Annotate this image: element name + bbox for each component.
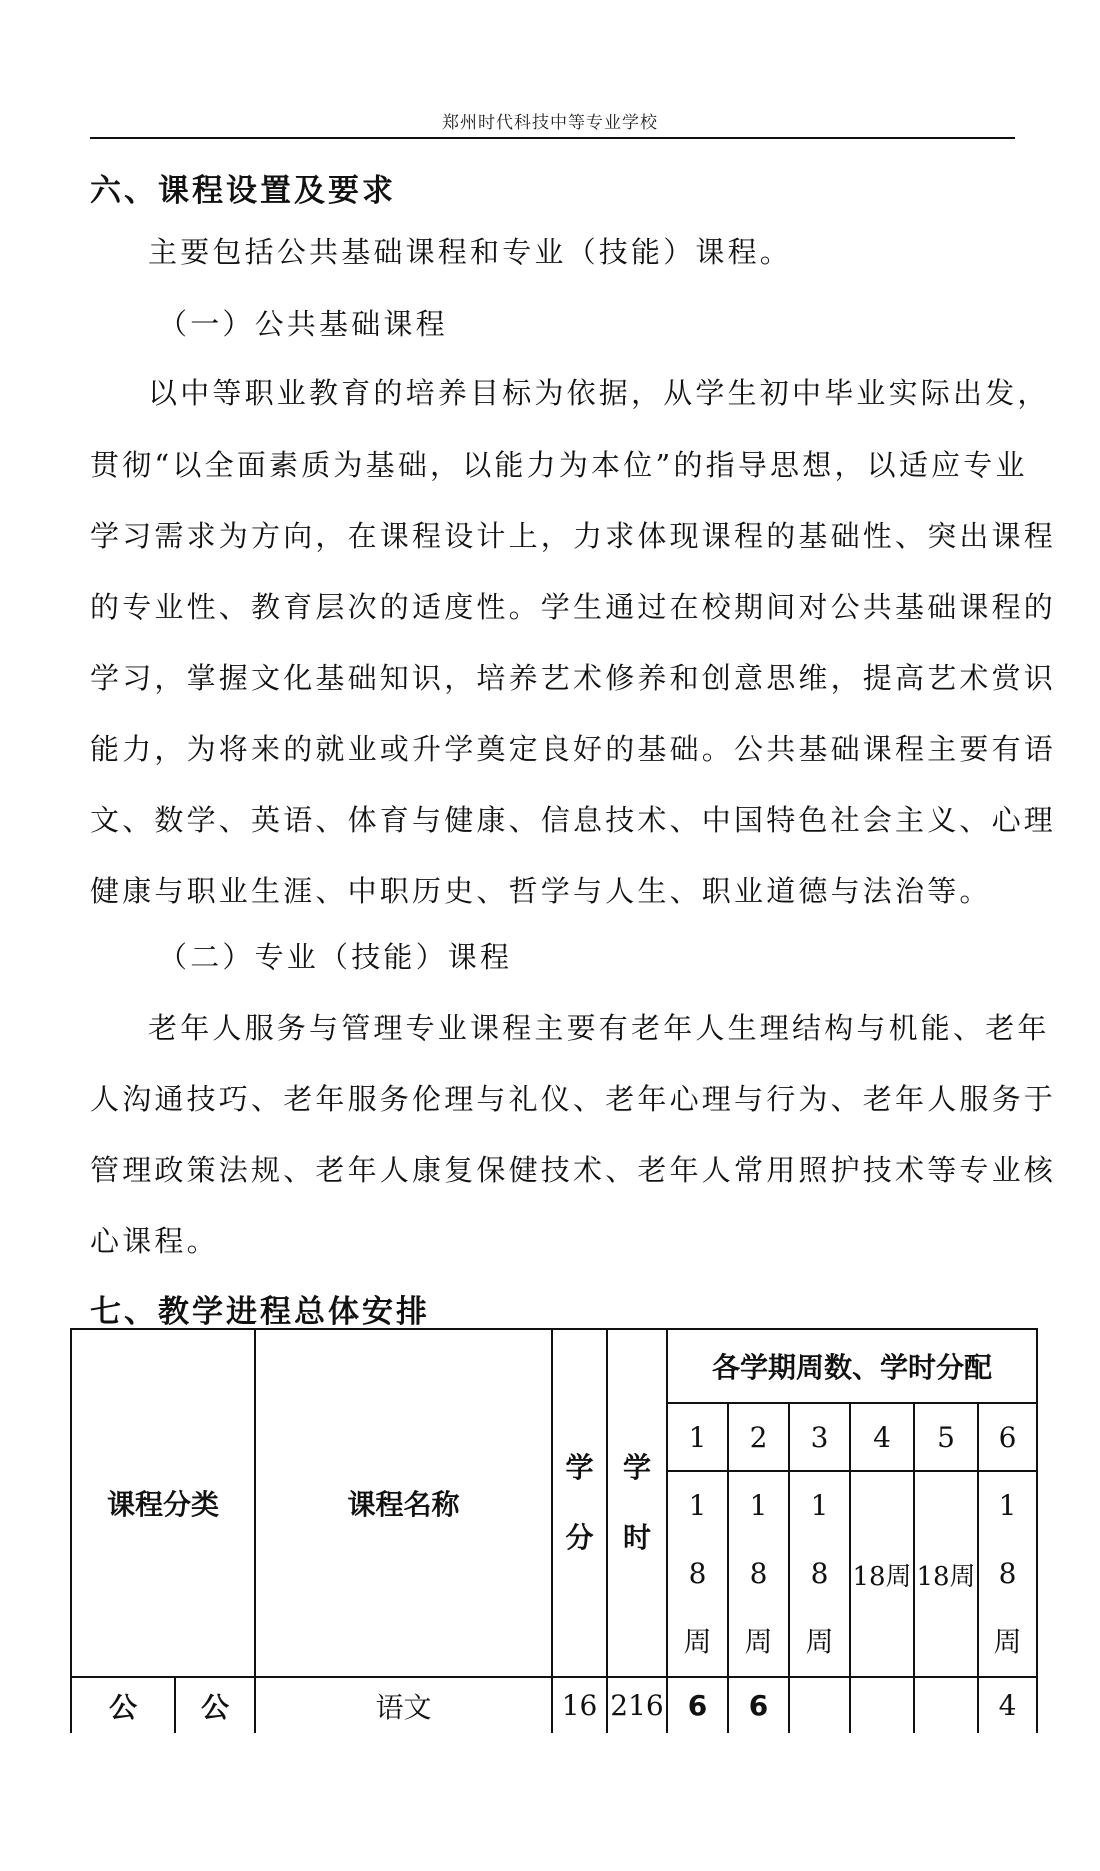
row-subcategory: 公 <box>175 1677 255 1733</box>
row-semester-1: 6 <box>667 1677 728 1733</box>
paragraph-line: 人沟通技巧、老年服务伦理与礼仪、老年心理与行为、老年人服务于 <box>90 1082 1057 1116</box>
paragraph-line: 文、数学、英语、体育与健康、信息技术、中国特色社会主义、心理 <box>90 803 1057 837</box>
paragraph-line: 健康与职业生涯、中职历史、哲学与人生、职业道德与法治等。 <box>90 874 992 908</box>
paragraph-line: 以中等职业教育的培养目标为依据，从学生初中毕业实际出发， <box>148 376 1050 410</box>
semester-weeks-text: 18周 <box>993 1489 1022 1658</box>
row-credit: 16 <box>552 1677 607 1733</box>
header-divider <box>90 137 1015 139</box>
row-semester-6: 4 <box>978 1677 1037 1733</box>
header-course-category: 课程分类 <box>71 1329 255 1677</box>
semester-number: 3 <box>789 1403 850 1471</box>
table-row <box>71 1677 1037 1733</box>
paragraph-line: 管理政策法规、老年人康复保健技术、老年人常用照护技术等专业核 <box>90 1153 1057 1187</box>
semester-weeks-text: 18周 <box>683 1489 712 1658</box>
section-6-intro: 主要包括公共基础课程和专业（技能）课程。 <box>148 235 793 269</box>
paragraph-line: 心课程。 <box>90 1224 219 1258</box>
row-semester-4 <box>850 1677 914 1733</box>
header-credit <box>552 1329 607 1677</box>
semester-weeks: 18周 <box>914 1471 978 1677</box>
semester-weeks <box>667 1471 728 1677</box>
semester-weeks-text: 18周 <box>805 1489 834 1658</box>
header-hours <box>607 1329 667 1677</box>
section-6-heading: 六、课程设置及要求 <box>90 173 396 209</box>
section-7-heading: 七、教学进程总体安排 <box>90 1294 430 1330</box>
teaching-schedule-table <box>70 1328 1038 1733</box>
semester-weeks: 18周 <box>850 1471 914 1677</box>
semester-weeks <box>728 1471 789 1677</box>
paragraph-line: 学习，掌握文化基础知识，培养艺术修养和创意思维，提高艺术赏识 <box>90 661 1057 695</box>
paragraph-line: 的专业性、教育层次的适度性。学生通过在校期间对公共基础课程的 <box>90 590 1057 624</box>
header-hours-text: 学时 <box>623 1451 652 1554</box>
row-semester-2: 6 <box>728 1677 789 1733</box>
row-category: 公 <box>71 1677 175 1733</box>
row-hours: 216 <box>607 1677 667 1733</box>
semester-number: 2 <box>728 1403 789 1471</box>
row-semester-3 <box>789 1677 850 1733</box>
paragraph-line: 能力，为将来的就业或升学奠定良好的基础。公共基础课程主要有语 <box>90 732 1057 766</box>
row-semester-5 <box>914 1677 978 1733</box>
semester-number: 4 <box>850 1403 914 1471</box>
page-header-school-name: 郑州时代科技中等专业学校 <box>442 113 658 133</box>
header-course-name: 课程名称 <box>255 1329 552 1677</box>
semester-weeks <box>978 1471 1037 1677</box>
semester-number: 1 <box>667 1403 728 1471</box>
header-semesters: 各学期周数、学时分配 <box>667 1329 1037 1403</box>
paragraph-line: 老年人服务与管理专业课程主要有老年人生理结构与机能、老年 <box>148 1011 1050 1045</box>
paragraph-line: 贯彻“以全面素质为基础，以能力为本位”的指导思想，以适应专业 <box>90 448 1028 482</box>
semester-weeks <box>789 1471 850 1677</box>
paragraph-line: 学习需求为方向，在课程设计上，力求体现课程的基础性、突出课程 <box>90 519 1057 553</box>
semester-number: 5 <box>914 1403 978 1471</box>
row-course-name: 语文 <box>255 1677 552 1733</box>
semester-weeks-text: 18周 <box>744 1489 773 1658</box>
header-credit-text: 学分 <box>565 1451 594 1554</box>
subsection-public-courses-title: （一）公共基础课程 <box>158 307 448 341</box>
semester-number: 6 <box>978 1403 1037 1471</box>
subsection-professional-courses-title: （二）专业（技能）课程 <box>158 940 513 974</box>
